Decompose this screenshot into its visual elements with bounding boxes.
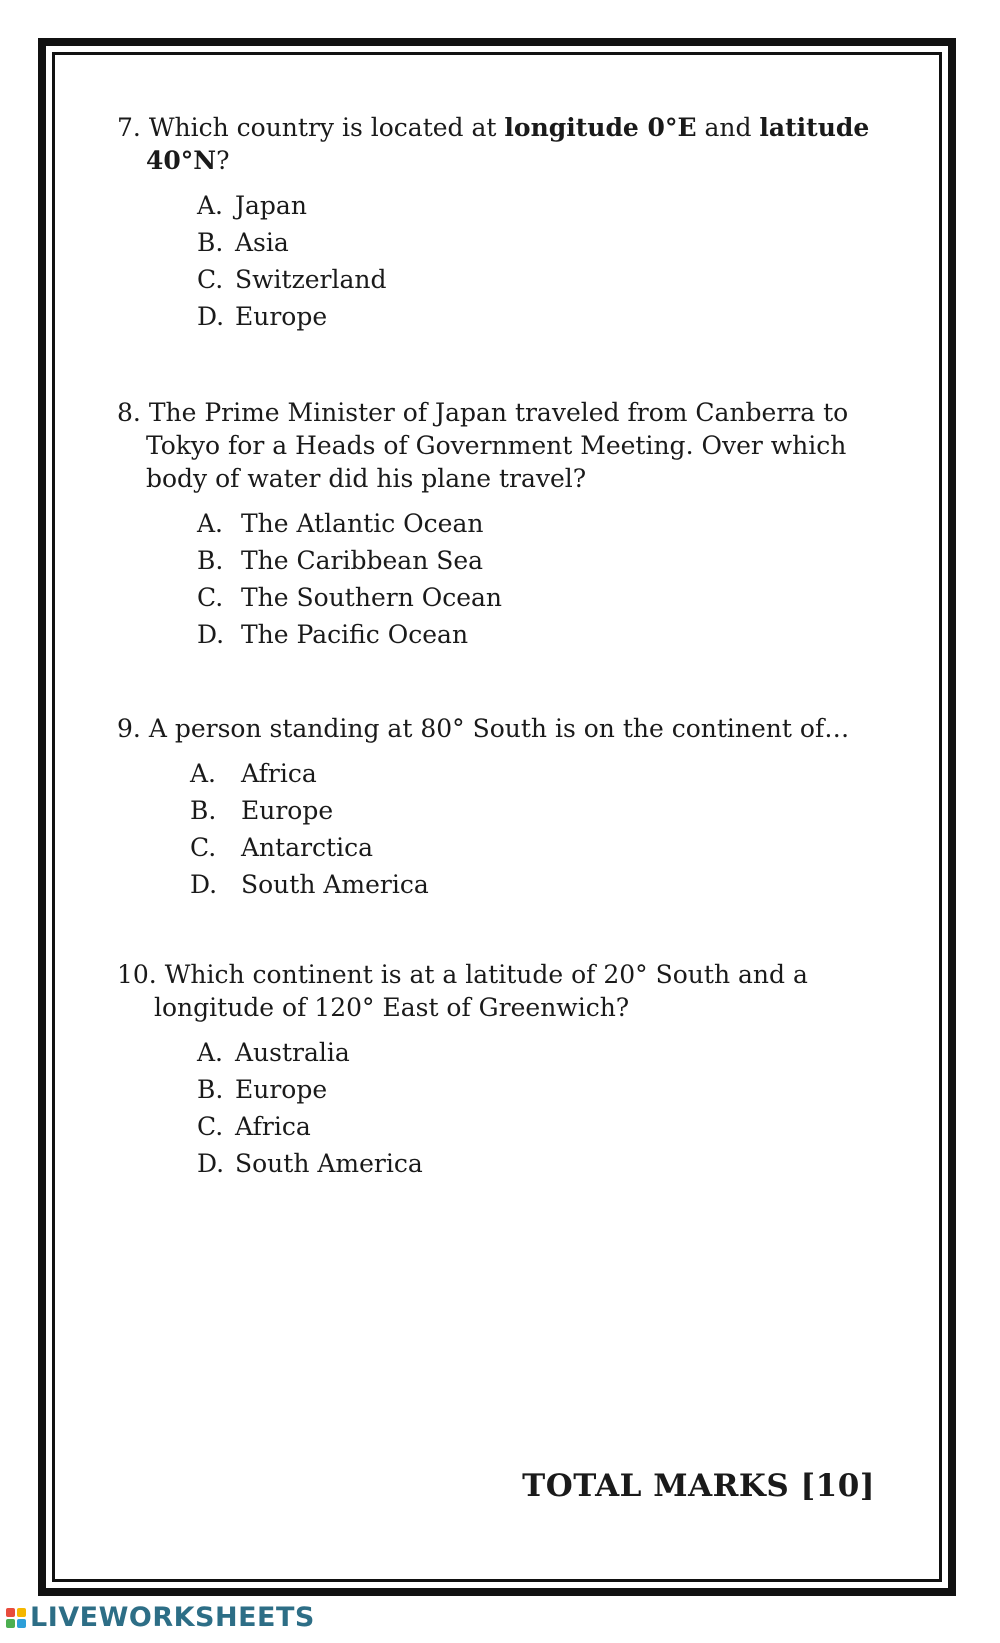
stem-text: A person standing at 80° South is on the continent of… [148, 714, 850, 743]
question-8-stem [117, 396, 877, 495]
option-c[interactable] [197, 579, 877, 616]
question-10 [117, 958, 877, 1182]
stem-text: Which country is located at [148, 113, 505, 142]
option-text: South America [241, 870, 429, 899]
option-letter: D. [197, 302, 225, 331]
total-marks: TOTAL MARKS [10] [522, 1468, 875, 1504]
question-9 [117, 712, 877, 903]
option-b[interactable] [190, 792, 877, 829]
option-letter: B. [197, 1075, 224, 1104]
options-list [117, 1034, 877, 1182]
stem-text: and [696, 113, 760, 142]
option-a[interactable] [197, 505, 877, 542]
option-letter: A. [197, 509, 224, 538]
option-text: Europe [235, 302, 328, 331]
option-text: The Southern Ocean [241, 583, 503, 612]
stem-text: ? [216, 146, 230, 175]
option-text: Japan [235, 191, 307, 220]
option-text: Europe [241, 796, 334, 825]
option-letter: C. [190, 833, 217, 862]
option-d[interactable] [197, 616, 877, 653]
logo-square [6, 1619, 15, 1628]
option-text: Asia [235, 228, 289, 257]
option-text: Africa [235, 1112, 311, 1141]
option-b[interactable] [197, 1071, 877, 1108]
option-letter: B. [190, 796, 217, 825]
question-8 [117, 396, 877, 653]
question-7 [117, 111, 877, 335]
option-letter: D. [190, 870, 218, 899]
option-letter: C. [197, 1112, 224, 1141]
option-text: The Atlantic Ocean [241, 509, 484, 538]
liveworksheets-logo-icon [6, 1608, 26, 1628]
option-d[interactable] [197, 1145, 877, 1182]
brand-name: LIVEWORKSHEETS [30, 1602, 315, 1633]
option-d[interactable] [190, 866, 877, 903]
option-letter: A. [197, 191, 224, 220]
stem-text: Which continent is at a latitude of 20° South and a longitude of 120° East of Greenwich? [154, 960, 808, 1022]
option-b[interactable] [197, 224, 877, 261]
option-letter: A. [197, 1038, 224, 1067]
option-text: Africa [241, 759, 317, 788]
option-d[interactable] [197, 298, 877, 335]
option-b[interactable] [197, 542, 877, 579]
stem-bold-longitude: longitude 0°E [504, 113, 697, 142]
option-text: The Pacific Ocean [241, 620, 469, 649]
question-number: 9. [117, 714, 141, 743]
option-text: Australia [235, 1038, 350, 1067]
logo-square [17, 1608, 26, 1617]
option-text: The Caribbean Sea [241, 546, 484, 575]
logo-square [17, 1619, 26, 1628]
option-letter: A. [190, 759, 217, 788]
logo-square [6, 1608, 15, 1617]
option-text: Switzerland [235, 265, 387, 294]
option-c[interactable] [197, 261, 877, 298]
stem-text: The Prime Minister of Japan traveled from Canberra to Tokyo for a Heads of Government Meeting. Over which body of water did his plane travel? [146, 398, 849, 493]
option-c[interactable] [190, 829, 877, 866]
option-c[interactable] [197, 1108, 877, 1145]
question-number: 8. [117, 398, 141, 427]
options-list [117, 187, 877, 335]
option-letter: C. [197, 583, 224, 612]
option-letter: D. [197, 1149, 225, 1178]
option-a[interactable] [190, 755, 877, 792]
option-letter: C. [197, 265, 224, 294]
stem-bold-latitude: latitude 40°N [146, 113, 870, 175]
question-7-stem [117, 111, 877, 177]
option-text: Europe [235, 1075, 328, 1104]
option-text: Antarctica [241, 833, 374, 862]
option-letter: B. [197, 546, 224, 575]
question-10-stem [117, 958, 877, 1024]
option-a[interactable] [197, 187, 877, 224]
option-a[interactable] [197, 1034, 877, 1071]
liveworksheets-footer[interactable] [6, 1602, 315, 1633]
question-number: 7. [117, 113, 141, 142]
options-list [117, 505, 877, 653]
question-number: 10. [117, 960, 157, 989]
options-list [117, 755, 877, 903]
option-letter: D. [197, 620, 225, 649]
question-9-stem [117, 712, 877, 745]
option-letter: B. [197, 228, 224, 257]
option-text: South America [235, 1149, 423, 1178]
